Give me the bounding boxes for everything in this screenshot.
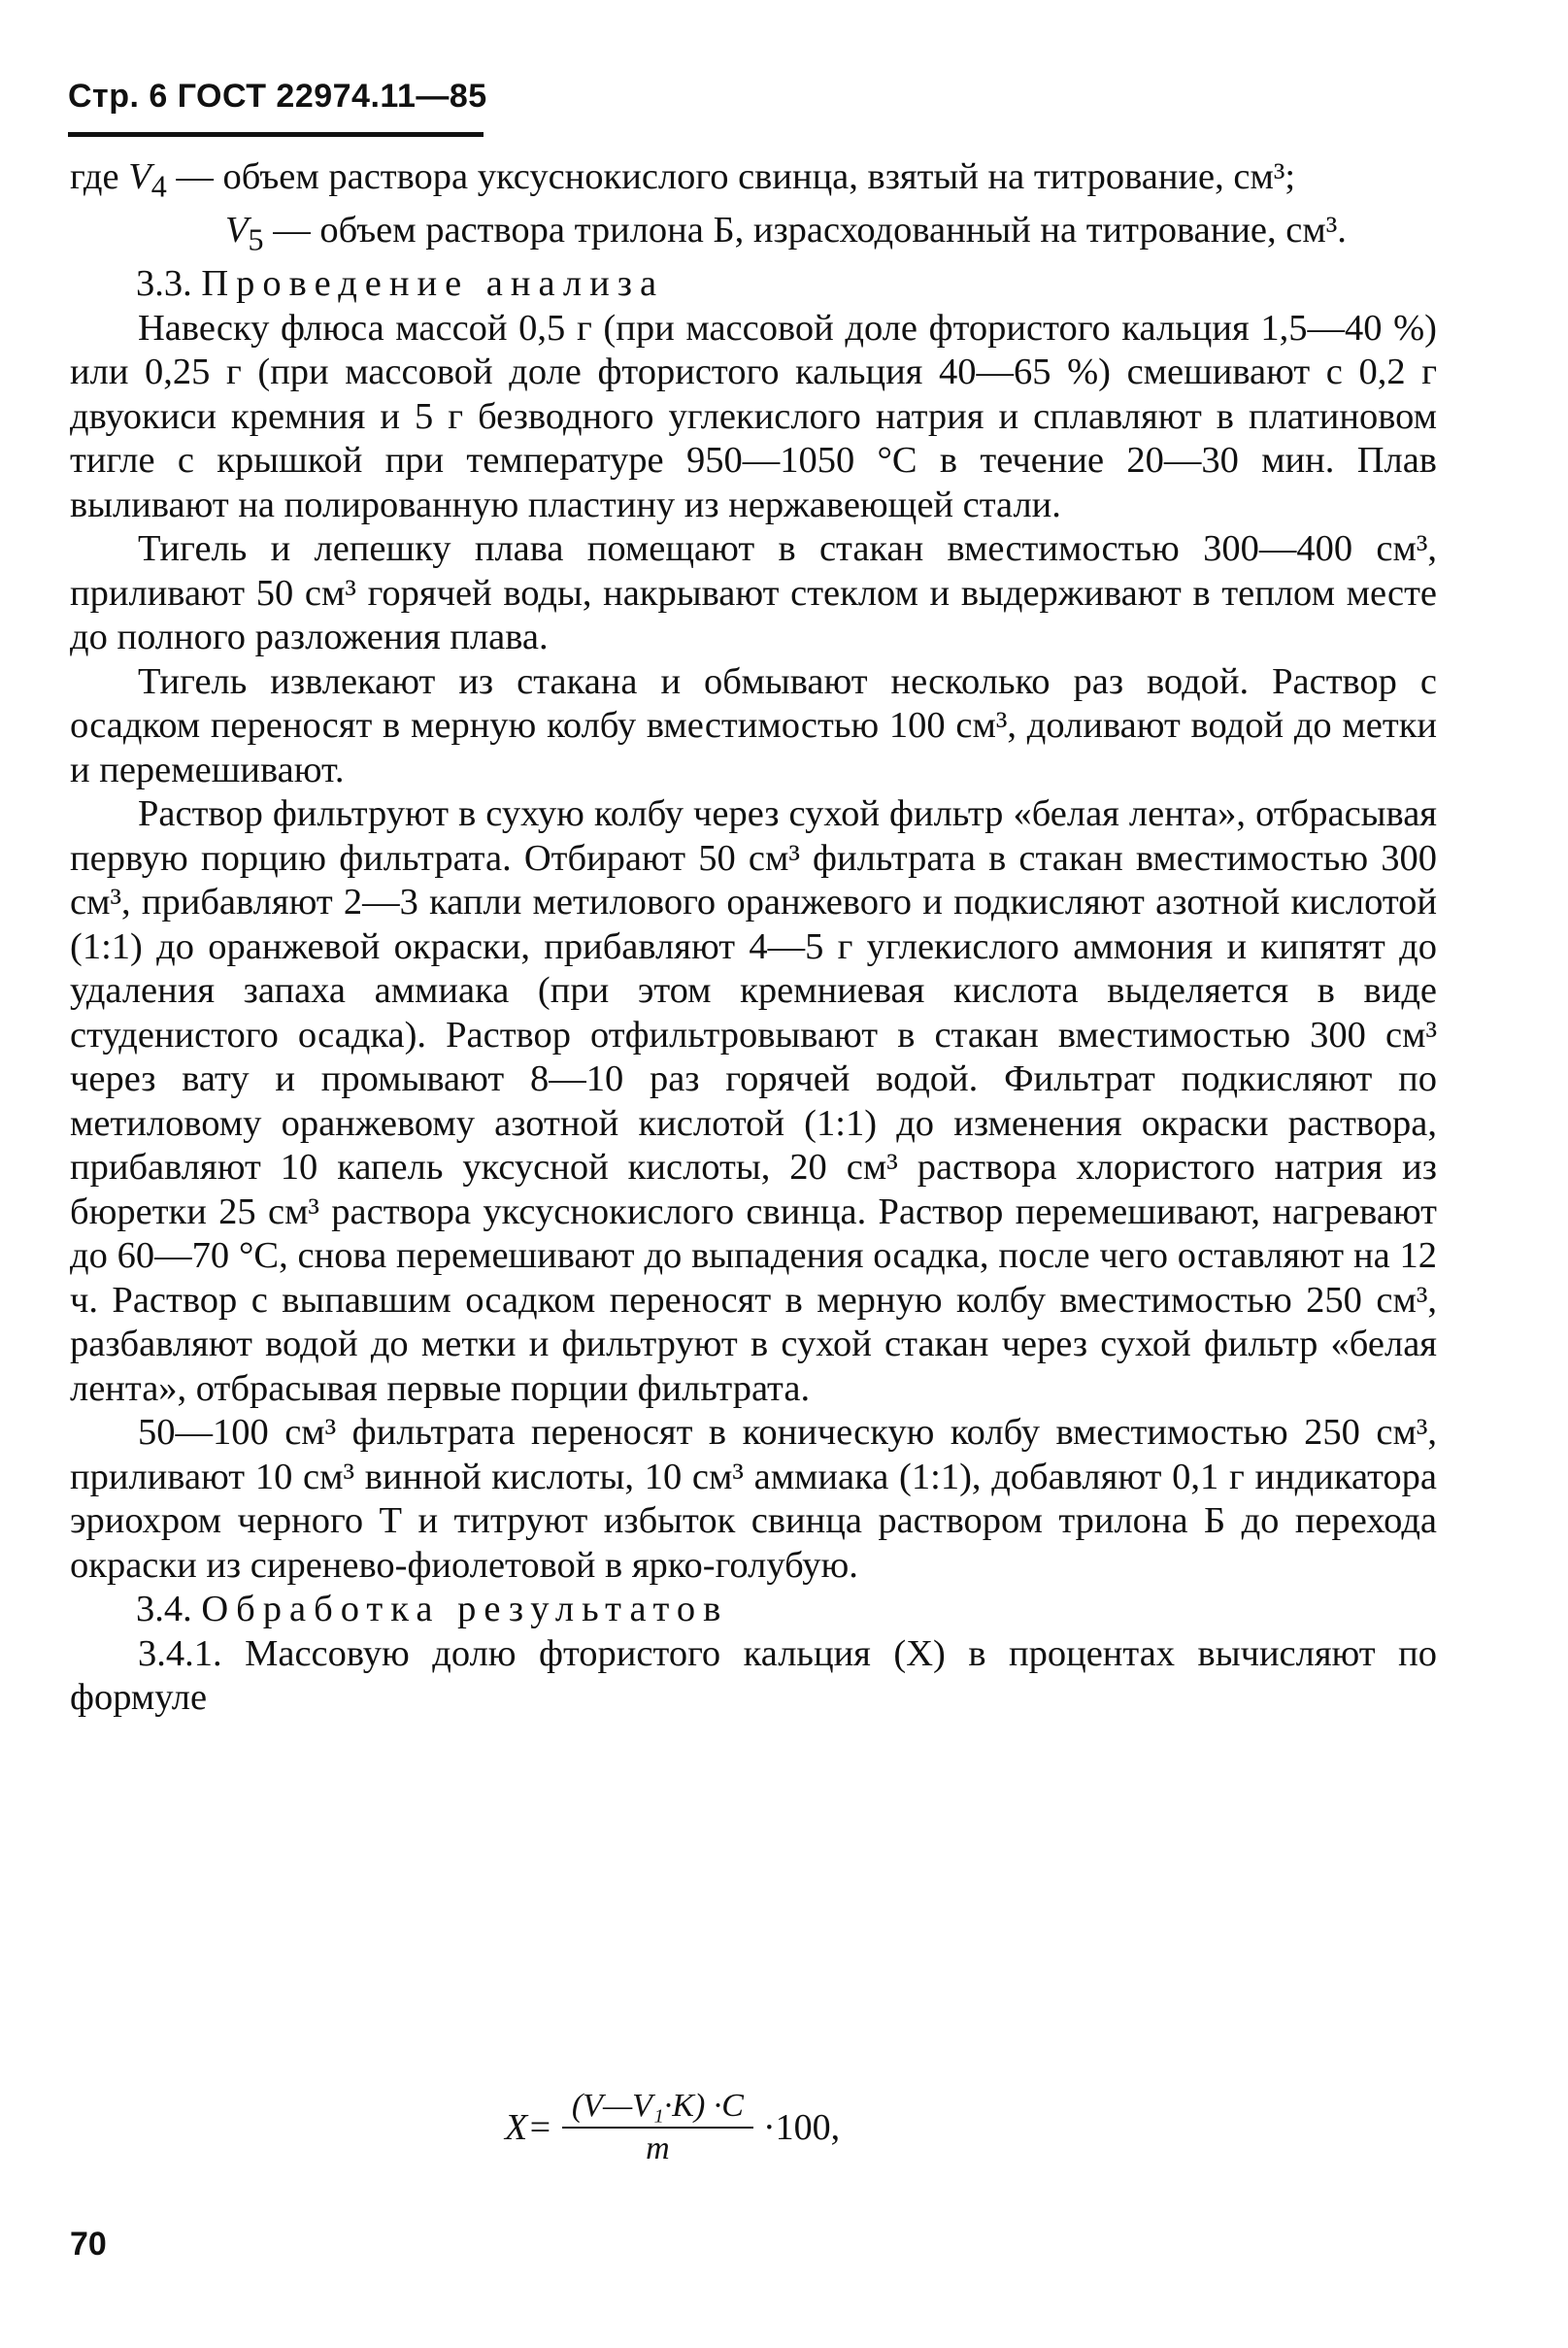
symbol-subscript: 4 xyxy=(150,168,167,204)
definition-v5 xyxy=(70,209,1437,262)
formula-fraction xyxy=(562,2088,753,2167)
symbol-v: V xyxy=(225,210,249,252)
section-number: 3.4. xyxy=(136,1589,192,1630)
page-number: 70 xyxy=(70,2226,107,2263)
paragraph: Тигель извлекают из стакана и обмывают несколько раз водой. Раствор с осадком переносят в мерную колбу вместимостью 100 см³, доливают водой до метки и перемешивают. xyxy=(70,660,1437,790)
formula-lhs: X= xyxy=(505,2107,552,2148)
section-heading-3-3 xyxy=(70,262,1437,307)
formula xyxy=(505,2088,840,2167)
definition-text: — объем раствора трилона Б, израсходованный на титрование, см³. xyxy=(263,210,1347,252)
paragraph: 50—100 см³ фильтрата переносят в коническую колбу вместимостью 250 см³, приливают 10 см³ винной кислоты, 10 см³ аммиака (1:1), добавляют 0,1 г индикатора эриохром черного Т и титруют избыток свинца раствором трилона Б до перехода окраски из сиренево-фиолетовой в ярко-голубую. xyxy=(70,1412,1437,1586)
symbol-v: V xyxy=(128,156,151,197)
paragraph: Раствор фильтруют в сухую колбу через сухой фильтр «белая лента», отбрасывая первую порцию фильтрата. Отбирают 50 см³ фильтрата в стакан вместимостью 300 см³, прибавляют 2—3 капли метилового оранжевого и подкисляют азотной кислотой (1:1) до оранжевой окраски, прибавляют 4—5 г углекислого аммония и кипятят до удаления запаха аммиака (при этом кремниевая кислота выделяется в виде студенистого осадка). Раствор отфильтровывают в стакан вместимостью 300 см³ через вату и промывают 8—10 раз горячей водой. Фильтрат подкисляют по метиловому оранжевому азотной кислотой (1:1) до изменения окраски раствора, прибавляют 10 капель уксусной кислоты, 20 см³ раствора хлористого натрия из бюретки 25 см³ раствора уксуснокислого свинца. Раствор перемешивают, нагревают до 60—70 °С, снова перемешивают до выпадения осадка, после чего оставляют на 12 ч. Раствор с выпавшим осадком переносят в мерную колбу вместимостью 250 см³, разбавляют водой до метки и фильтруют в сухой стакан через сухой фильтр «белая лента», отбрасывая первые порции фильтрата. xyxy=(70,793,1437,1409)
clause-3-4-1: 3.4.1. Массовую долю фтористого кальция (X) в процентах вычисляют по формуле xyxy=(70,1632,1437,1719)
paragraph: Навеску флюса массой 0,5 г (при массовой доле фтористого кальция 1,5—40 %) или 0,25 г (при массовой доле фтористого кальция 40—65 %) смешивают с 0,2 г двуокиси кремния и 5 г безводного углекислого натрия и сплавляют в платиновом тигле с крышкой при температуре 950—1050 °С в течение 20—30 мин. Плав выливают на полированную пластину из нержавеющей стали. xyxy=(70,307,1437,525)
section-heading-3-4 xyxy=(70,1588,1437,1632)
page-header: Стр. 6 ГОСТ 22974.11—85 xyxy=(68,78,487,115)
definition-text: — объем раствора уксуснокислого свинца, взятый на титрование, см³; xyxy=(166,156,1296,197)
definition-v4 xyxy=(70,155,1437,209)
document-body xyxy=(70,155,1437,1721)
symbol-subscript: 5 xyxy=(248,221,264,257)
paragraph: Тигель и лепешку плава помещают в стакан вместимостью 300—400 см³, приливают 50 см³ горячей воды, накрывают стеклом и выдерживают в теплом месте до полного разложения плава. xyxy=(70,528,1437,658)
section-title: Обработка результатов xyxy=(201,1589,729,1630)
header-rule xyxy=(68,132,484,137)
definition-prefix: где xyxy=(70,156,129,197)
formula-denominator: m xyxy=(646,2130,670,2166)
formula-rhs: ·100, xyxy=(762,2107,841,2148)
formula-numerator: (V—V₁·K) ·C xyxy=(562,2088,753,2129)
section-title: Проведение анализа xyxy=(201,263,665,305)
section-number: 3.3. xyxy=(136,263,192,305)
